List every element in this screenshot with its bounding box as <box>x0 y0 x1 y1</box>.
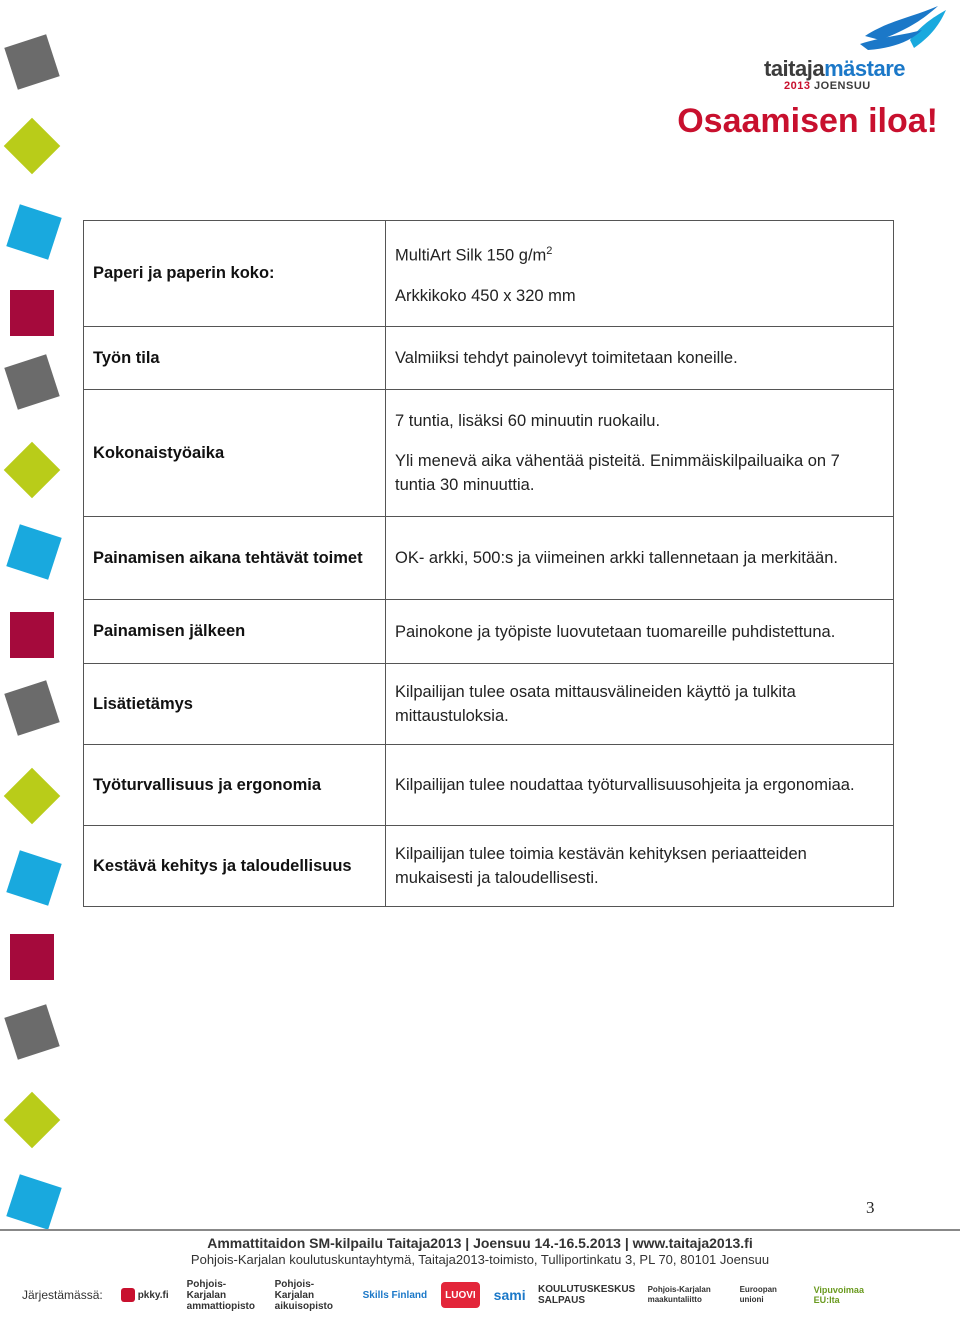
footer-divider <box>0 1229 960 1231</box>
row-label: Paperi ja paperin koko: <box>84 221 386 327</box>
logo-subtitle: 2013 JOENSUU <box>784 80 871 92</box>
competition-info-table <box>83 220 894 907</box>
value-line: Arkkikoko 450 x 320 mm <box>395 286 576 305</box>
table-row <box>84 664 894 745</box>
footer-address: Pohjois-Karjalan koulutuskuntayhtymä, Taitaja2013-toimisto, Tulliportinkatu 3, PL 70, 80101 Joensuu <box>190 1252 770 1267</box>
value-line: Kilpailijan tulee toimia kestävän kehityksen periaatteiden mukaisesti ja taloudellisesti. <box>395 845 807 887</box>
blue-square-shape <box>6 1174 61 1229</box>
gray-square-shape <box>4 680 59 735</box>
value-line: MultiArt Silk 150 $g/m^2$ <box>395 245 553 265</box>
lime-diamond-shape <box>4 768 61 825</box>
sponsor-logo: pkky.fi <box>117 1282 173 1308</box>
gray-square-shape <box>4 354 59 409</box>
row-label: Painamisen aikana tehtävät toimet <box>84 517 386 600</box>
blue-square-shape <box>6 524 61 579</box>
lime-diamond-shape <box>4 442 61 499</box>
row-label: Työn tila <box>84 327 386 390</box>
row-label: Kestävä kehitys ja taloudellisuus <box>84 826 386 907</box>
lime-diamond-shape <box>4 118 61 175</box>
page-number: 3 <box>866 1198 875 1217</box>
sponsor-logo: Pohjois-Karjalan ammattiopisto <box>186 1278 255 1312</box>
table-row <box>84 745 894 826</box>
sponsor-logo: LUOVI <box>441 1282 480 1308</box>
row-value <box>386 517 894 600</box>
footer-event-info: Ammattitaidon SM-kilpailu Taitaja2013 | Joensuu 14.-16.5.2013 | www.taitaja2013.fi <box>207 1235 753 1251</box>
value-line: 7 tuntia, lisäksi 60 minuutin ruokailu. <box>395 412 661 430</box>
lime-diamond-shape <box>4 1092 61 1149</box>
sponsor-logo: Euroopan unioni <box>739 1285 777 1304</box>
blue-square-shape <box>6 850 61 905</box>
row-value <box>386 745 894 826</box>
sponsor-logo: KOULUTUSKESKUS SALPAUS <box>537 1284 636 1306</box>
table-row <box>84 327 894 390</box>
value-line: Painokone ja työpiste luovutetaan tuomareille puhdistettuna. <box>395 622 836 641</box>
row-label: Painamisen jälkeen <box>84 600 386 664</box>
red-square-shape <box>10 290 54 336</box>
row-value <box>386 221 894 327</box>
row-value <box>386 600 894 664</box>
value-line: Kilpailijan tulee noudattaa työturvallisuusohjeita ja ergonomiaa. <box>395 776 855 794</box>
row-label: Kokonaistyöaika <box>84 390 386 517</box>
organizer-label: Järjestämässä: <box>22 1288 103 1302</box>
sponsor-logo: Skills Finland <box>362 1289 428 1301</box>
row-label: Työturvallisuus ja ergonomia <box>84 745 386 826</box>
logo-wordmark: taitajamästare <box>764 56 905 81</box>
gray-square-shape <box>4 1004 59 1059</box>
sponsor-logo: Pohjois-Karjalan maakuntaliitto <box>647 1285 711 1304</box>
table-row <box>84 600 894 664</box>
table-row <box>84 390 894 517</box>
row-value <box>386 390 894 517</box>
decorative-strip <box>0 0 80 1230</box>
table-row <box>84 221 894 327</box>
value-line: OK- arkki, 500:s ja viimeinen arkki tallennetaan ja merkitään. <box>395 549 838 567</box>
sponsor-logo: Vipuvoimaa EU:lta <box>813 1285 864 1305</box>
table-row <box>84 826 894 907</box>
sponsor-bar <box>22 1278 942 1312</box>
sponsor-logo: sami <box>493 1287 526 1303</box>
red-square-shape <box>10 612 54 658</box>
row-label: Lisätietämys <box>84 664 386 745</box>
tagline: Osaamisen iloa! <box>677 102 938 140</box>
blue-square-shape <box>6 204 61 259</box>
row-value <box>386 327 894 390</box>
value-line: Kilpailijan tulee osata mittausvälineiden käyttö ja tulkita mittaustuloksia. <box>395 683 796 725</box>
pkky-icon <box>121 1288 135 1302</box>
row-value <box>386 826 894 907</box>
table-row <box>84 517 894 600</box>
value-line: Valmiiksi tehdyt painolevyt toimitetaan koneille. <box>395 349 738 367</box>
red-square-shape <box>10 934 54 980</box>
sponsor-logo: Pohjois-Karjalan aikuisopisto <box>274 1278 333 1312</box>
gray-square-shape <box>4 34 59 89</box>
value-line: Yli menevä aika vähentää pisteitä. Enimmäiskilpailuaika on 7 tuntia 30 minuuttia. <box>395 452 840 494</box>
row-value <box>386 664 894 745</box>
